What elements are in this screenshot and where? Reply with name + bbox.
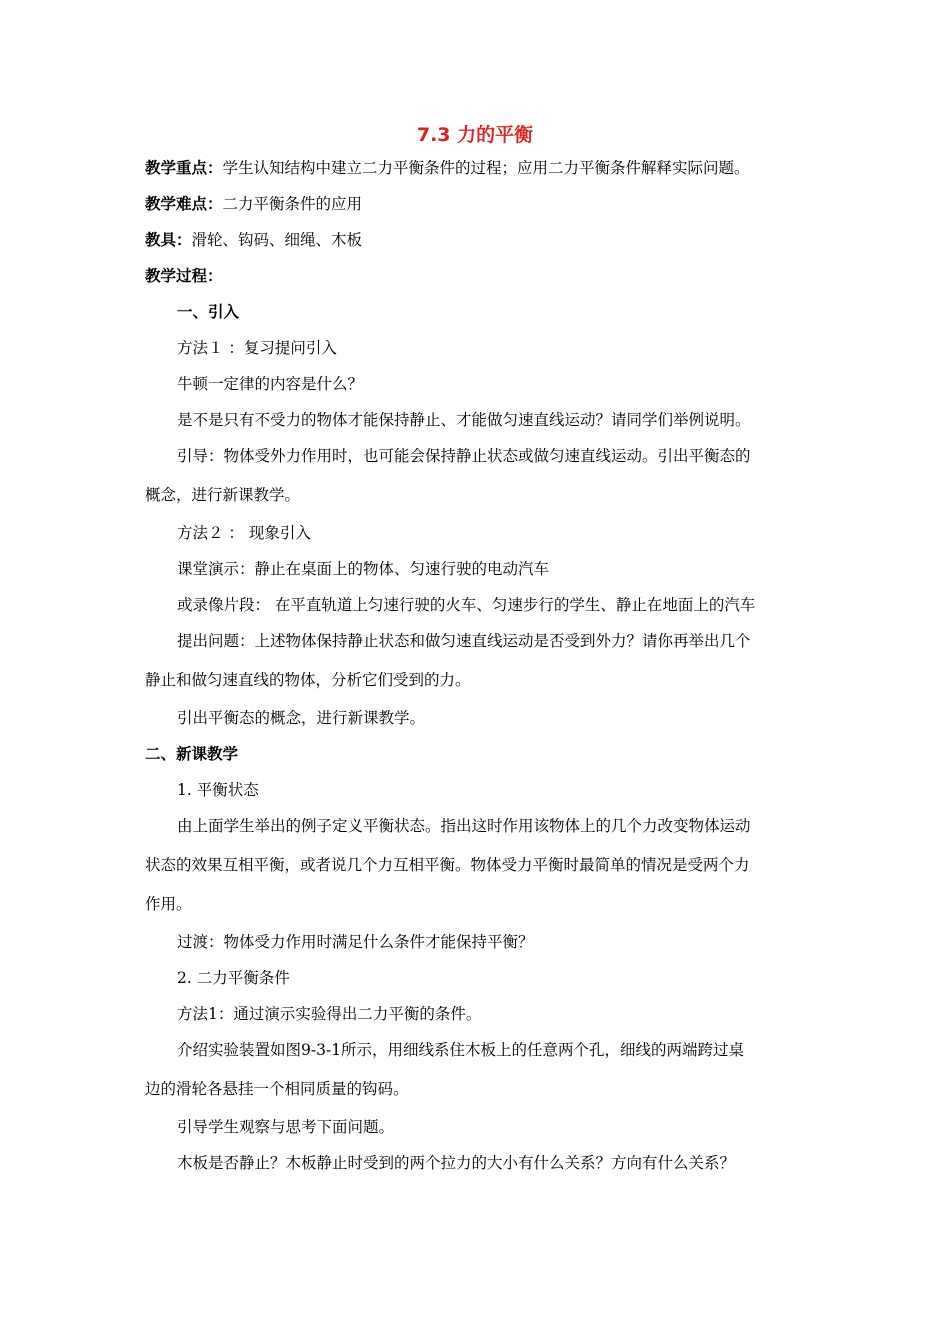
lead-line: 引出平衡态的概念，进行新课教学。: [177, 709, 426, 727]
intro-line-a: 介绍实验装置如图9-3-1所示，用细线系住木板上的任意两个孔，细线的两端跨过桌: [177, 1041, 745, 1059]
question2-line: 是不是只有不受力的物体才能保持静止、才能做匀速直线运动？请同学们举例说明。: [177, 411, 751, 429]
teaching-focus: [145, 157, 750, 179]
guide-s2-line: 引导学生观察与思考下面问题。: [177, 1118, 395, 1136]
section1-heading: 一、引入: [177, 302, 240, 321]
video-line: 或录像片段： 在平直轨道上匀速行驶的火车、匀速步行的学生、静止在地面上的汽车: [177, 596, 756, 614]
para1-line-b: 状态的效果互相平衡，或者说几个力互相平衡。物体受力平衡时最简单的情况是受两个力: [145, 856, 750, 874]
guide-line-b: 概念，进行新课教学。: [145, 486, 301, 504]
method1-s2-line: 方法1：通过演示实验得出二力平衡的条件。: [177, 1005, 482, 1023]
teaching-difficulty: [145, 193, 362, 215]
question-s2-line: 木板是否静止？木板静止时受到的两个拉力的大小有什么关系？方向有什么关系？: [177, 1154, 736, 1172]
transition-line: 过渡：物体受力作用时满足什么条件才能保持平衡？: [177, 933, 534, 951]
tools-label: 教具：: [145, 230, 192, 249]
para1-line-c: 作用。: [145, 895, 192, 913]
guide-line-a: 引导：物体受外力作用时，也可能会保持静止状态或做匀速直线运动。引出平衡态的: [177, 447, 751, 465]
para1-line-a: 由上面学生举出的例子定义平衡状态。指出这时作用该物体上的几个力改变物体运动: [177, 817, 751, 835]
ask-line-b: 静止和做匀速直线的物体，分析它们受到的力。: [145, 671, 471, 689]
focus-text: 学生认知结构中建立二力平衡条件的过程；应用二力平衡条件解释实际问题。: [222, 159, 750, 177]
intro-line-b: 边的滑轮各悬挂一个相同质量的钩码。: [145, 1080, 409, 1098]
difficulty-label: 教学难点：: [145, 194, 223, 213]
difficulty-text: 二力平衡条件的应用: [222, 195, 363, 213]
process-heading: 教学过程：: [145, 266, 223, 285]
subheading-2: 2. 二力平衡条件: [177, 969, 290, 987]
question1-line: 牛顿一定律的内容是什么？: [177, 375, 364, 393]
tools-text: 滑轮、钩码、细绳、木板: [191, 231, 363, 249]
method2-line: 方法２ ： 现象引入: [177, 524, 311, 542]
ask-line-a: 提出问题：上述物体保持静止状态和做匀速直线运动是否受到外力？请你再举出几个: [177, 632, 751, 650]
teaching-tools: [145, 229, 362, 251]
section2-heading: 二、新课教学: [145, 744, 239, 763]
method1-line: 方法１ ：复习提问引入: [177, 339, 337, 357]
subheading-1: 1. 平衡状态: [177, 781, 259, 799]
focus-label: 教学重点：: [145, 158, 223, 177]
page-title: 7.3 力的平衡: [416, 124, 534, 146]
demo-line: 课堂演示：静止在桌面上的物体、匀速行驶的电动汽车: [177, 560, 550, 578]
